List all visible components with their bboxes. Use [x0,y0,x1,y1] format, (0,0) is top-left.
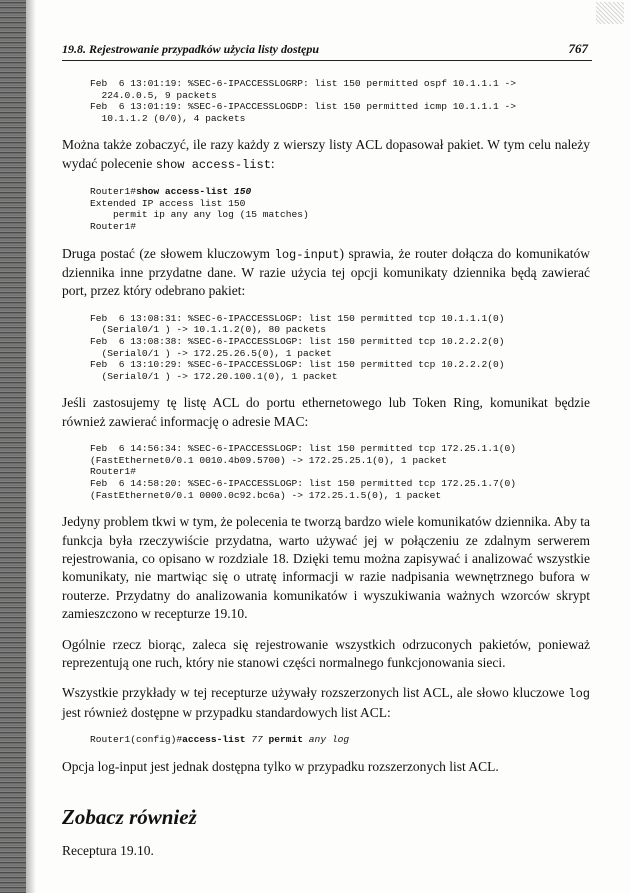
code-line: Feb 6 14:56:34: %SEC-6-IPACCESSLOGP: list 150 permitted tcp 172.25.1.1(0) [90,443,517,455]
code-block-log-messages-1 [90,78,590,124]
code-line: 224.0.0.5, 9 packets [90,89,217,101]
see-also-reference: Receptura 19.10. [62,843,154,859]
paragraph-log-input: Druga postać (ze słowem kluczowym log-input) sprawia, że router dołącza do komunikatów dziennika inne przydatne dane. W razie użycia tej opcji komunikaty dziennika będą zawierać port, przez który odebrano pakiet: [62,245,590,299]
page-number: 767 [568,41,588,56]
see-also-heading: Zobacz również [62,805,197,830]
code-line: Feb 6 13:10:29: %SEC-6-IPACCESSLOGP: list 150 permitted tcp 10.2.2.2(0) [90,359,505,371]
code-line: (FastEthernet0/0.1 0000.0c92.bc6a) -> 172.25.1.5(0), 1 packet [90,489,442,501]
paragraph-dropped-packets: Ogólnie rzecz biorąc, zaleca się rejestrowanie wszystkich odrzuconych pakietów, ponieważ reprezentują one ruch, który nie stanowi części normalnego funkcjonowania sieci. [62,636,590,670]
code-line: permit ip any any log (15 matches) [90,209,309,221]
scan-corner-mark [596,2,624,24]
paragraph-mac-address: Jeśli zastosujemy tę listę ACL do portu ethernetowego lub Token Ring, komunikat będzie również zawierać informację o adresie MAC: [62,395,590,429]
code-line: Router1# [90,466,137,478]
code-line: Feb 6 14:58:20: %SEC-6-IPACCESSLOGP: list 150 permitted tcp 172.25.1.7(0) [90,477,517,489]
paragraph-log-volume-problem: Jedyny problem tkwi w tym, że polecenia te tworzą bardzo wiele komunikatów dziennika. Aby ta funkcja była rzeczywiście przydatna, warto używać jej w połączeniu ze zdalnym serwerem rejestrowania, co opisano w rozdziale 18. Dzięki temu można zapisywać i analizować wszystkie komunikaty, nie martwiąc się o utratę informacji w razie nadpisania wewnętrznego bufora w routerze. Przydatny do analizowania komunikatów i wyszukiwania ważnych wzorców skrypt zamieszczono w recepturze 19.10. [62,514,590,622]
code-block-log-messages-mac [90,443,590,501]
code-line: (Serial0/1 ) -> 10.1.1.2(0), 80 packets [90,324,327,336]
book-binding-edge [0,0,26,893]
code-block-show-access-list: Router1#show access-list 150 Extended IP access list 150 permit ip any any log (15 matches) Router1# [90,186,309,232]
running-head-title: 19.8. Rejestrowanie przypadków użycia listy dostępu [62,42,320,56]
code-line: Feb 6 13:08:38: %SEC-6-IPACCESSLOGP: list 150 permitted tcp 10.2.2.2(0) [90,335,505,347]
paragraph-log-input-extended-only: Opcja log-input jest jednak dostępna tylko w przypadku rozszerzonych list ACL. [62,758,499,774]
code-line: Extended IP access list 150 [90,197,246,209]
code-line: 10.1.1.2 (0/0), 4 packets [90,112,246,124]
code-line: Router1# [90,220,137,232]
code-line: (Serial0/1 ) -> 172.25.26.5(0), 1 packet [90,347,332,359]
code-line: Feb 6 13:01:19: %SEC-6-IPACCESSLOGDP: list 150 permitted icmp 10.1.1.1 -> [90,101,517,113]
code-line: Feb 6 13:08:31: %SEC-6-IPACCESSLOGP: list 150 permitted tcp 10.1.1.1(0) [90,312,505,324]
code-line: (FastEthernet0/0.1 0010.4b09.5700) -> 172.25.25.1(0), 1 packet [90,454,447,466]
code-block-log-messages-2 [90,313,590,383]
page-header [62,40,592,61]
inline-code: show access-list [155,157,271,172]
code-line: Feb 6 13:01:19: %SEC-6-IPACCESSLOGRP: list 150 permitted ospf 10.1.1.1 -> [90,78,517,89]
page-body [62,78,590,861]
paragraph-standard-acl: Wszystkie przykłady w tej recepturze używały rozszerzonych list ACL, ale słowo kluczowe log jest również dostępne w przypadku standardowych list ACL: [62,685,590,720]
inline-code: log-input [274,247,340,262]
code-line: (Serial0/1 ) -> 172.20.100.1(0), 1 packet [90,370,338,382]
paragraph-access-list-count: Można także zobaczyć, ile razy każdy z wierszy listy ACL dopasował pakiet. W tym celu należy wydać polecenie show access-list: [62,137,590,172]
inline-code: log [568,687,590,702]
code-block-standard-acl-log: Router1(config)#access-list 77 permit any log [90,734,350,746]
binding-shadow [26,0,36,893]
